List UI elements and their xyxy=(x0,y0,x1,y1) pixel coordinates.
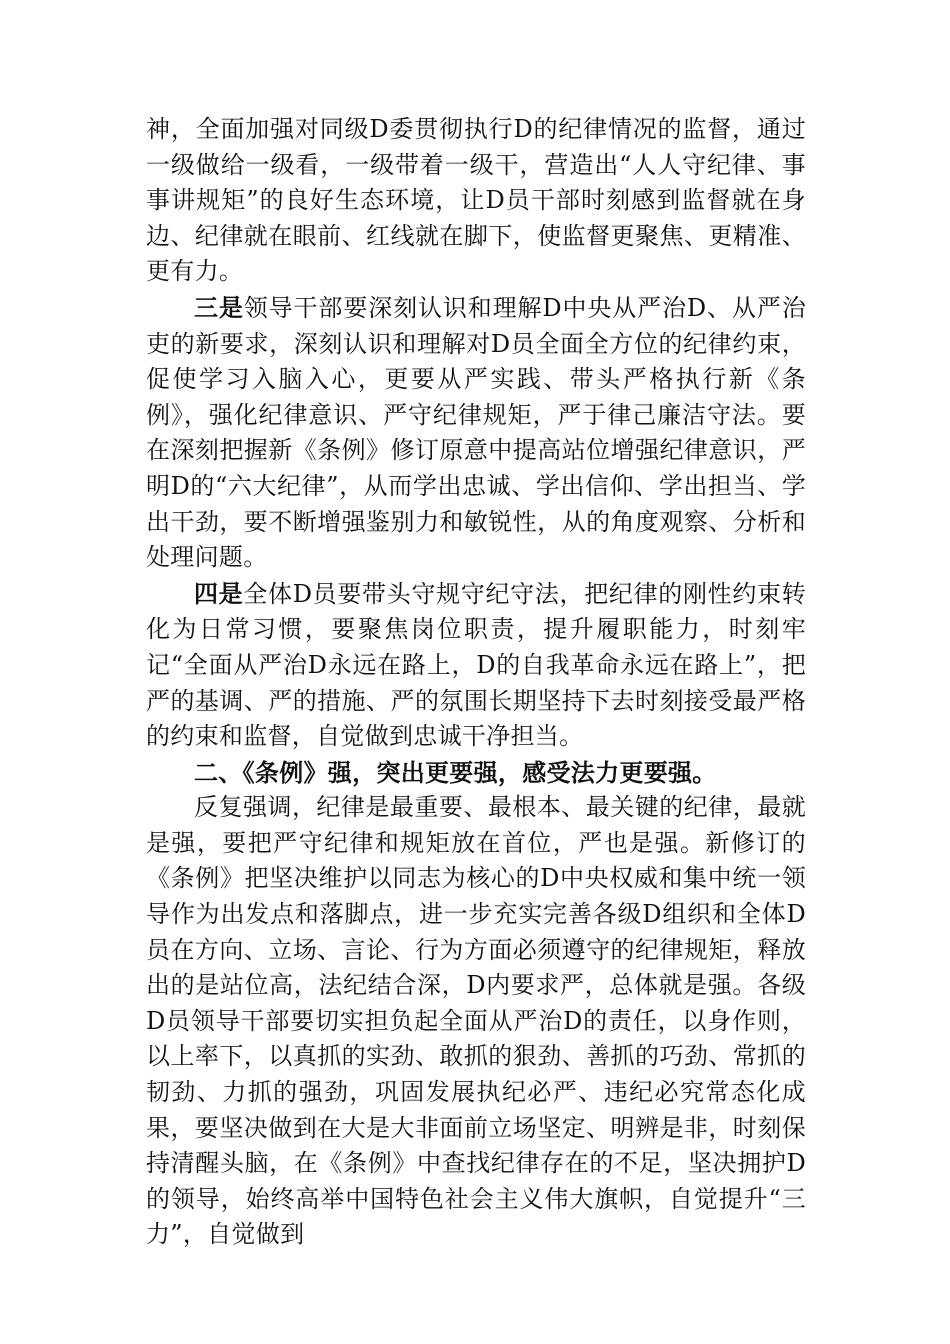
paragraph-section-body xyxy=(146,790,806,1253)
paragraph-point-four xyxy=(146,576,806,755)
paragraph-lead: 三是 xyxy=(194,292,244,322)
section-heading: 二、《条例》强，突出更要强，感受法力更要强。 xyxy=(194,757,717,787)
paragraph-point-three xyxy=(146,290,806,576)
document-page xyxy=(146,112,806,1253)
paragraph-text: 全体D员要带头守规守纪守法，把纪律的刚性约束转化为日常习惯，要聚焦岗位职责，提升履职能力，时刻牢记“全面从严治D永远在路上，D的自我革命永远在路上”，把严的基调、严的措施、严的氛围长期坚持下去时刻接受最严格的约束和监督，自觉做到忠诚干净担当。 xyxy=(146,579,806,751)
paragraph-text: 反复强调，纪律是最重要、最根本、最关键的纪律，最就是强，要把严守纪律和规矩放在首位，严也是强。新修订的《条例》把坚决维护以同志为核心的D中央权威和集中统一领导作为出发点和落脚点，进一步充实完善各级D组织和全体D员在方向、立场、言论、行为方面必须遵守的纪律规矩，释放出的是站位高，法纪结合深，D内要求严，总体就是强。各级D员领导干部要切实担负起全面从严治D的责任，以身作则，以上率下，以真抓的实劲、敢抓的狠劲、善抓的巧劲、常抓的韧劲、力抓的强劲，巩固发展执纪必严、违纪必究常态化成果，要坚决做到在大是大非面前立场坚定、明辨是非，时刻保持清醒头脑，在《条例》中查找纪律存在的不足，坚决拥护D的领导，始终高举中国特色社会主义伟大旗帜，自觉提升“三力”，自觉做到 xyxy=(146,793,806,1249)
paragraph-text: 领导干部要深刻认识和理解D中央从严治D、从严治吏的新要求，深刻认识和理解对D员全面全方位的纪律约束，促使学习入脑入心，更要从严实践、带头严格执行新《条例》，强化纪律意识、严守纪律规矩，严于律己廉洁守法。要在深刻把握新《条例》修订原意中提高站位增强纪律意识，严明D的“六大纪律”，从而学出忠诚、学出信仰、学出担当、学出干劲，要不断增强鉴别力和敏锐性，从的角度观察、分析和处理问题。 xyxy=(146,293,806,572)
paragraph-text: 神，全面加强对同级D委贯彻执行D的纪律情况的监督，通过一级做给一级看，一级带着一级干，营造出“人人守纪律、事事讲规矩”的良好生态环境，让D员干部时刻感到监督就在身边、纪律就在眼前、红线就在脚下，使监督更聚焦、更精准、更有力。 xyxy=(146,115,806,286)
paragraph-lead: 四是 xyxy=(194,578,244,608)
paragraph-continuation xyxy=(146,112,806,290)
